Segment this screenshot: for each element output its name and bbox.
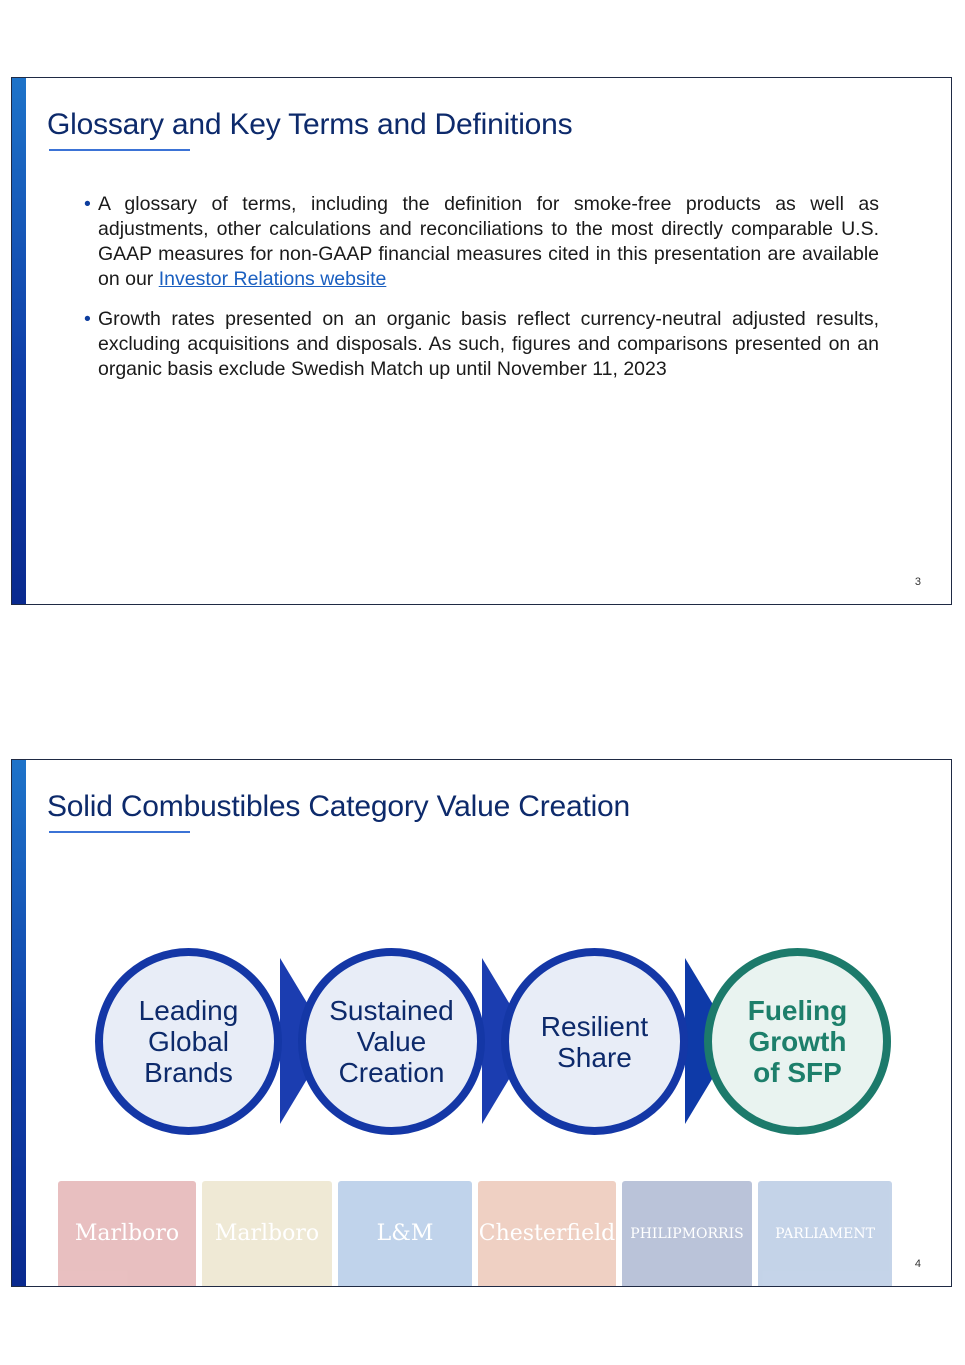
step-line: Fueling bbox=[747, 995, 848, 1026]
slide-accent-bar bbox=[12, 78, 26, 604]
step-line: Sustained bbox=[329, 995, 454, 1026]
brand-packs-image bbox=[26, 1176, 951, 1286]
brand-pack-chesterfield: Chesterfield bbox=[478, 1181, 616, 1286]
slide-title: Glossary and Key Terms and Definitions bbox=[47, 108, 573, 141]
step-line: Share bbox=[557, 1041, 632, 1073]
slide-combustibles bbox=[11, 759, 952, 1287]
flow-step-leading-global-brands bbox=[95, 948, 282, 1135]
step-line: Growth bbox=[748, 1026, 847, 1057]
brand-pack-lm: L&M bbox=[338, 1181, 472, 1286]
step-line: Value bbox=[356, 1026, 427, 1057]
bullet-text: A glossary of terms, including the definition for smoke-free products as well as adjustments, other calculations and reconciliations to the most directly comparable U.S. GAAP measures for non-GAAP financial measures cited in this presentation are available on our bbox=[98, 193, 879, 290]
step-line: Resilient bbox=[540, 1010, 649, 1042]
bullet-text: Growth rates presented on an organic basis reflect currency-neutral adjusted results, excluding acquisitions and disposals. As such, figures and comparisons presented on an organic basis exclude Swedish Match up until November 11, 2023 bbox=[98, 308, 879, 380]
brand-pack-parliament: PARLIAMENT bbox=[758, 1181, 892, 1286]
flow-step-sustained-value-creation bbox=[298, 948, 485, 1135]
bullet-icon: • bbox=[84, 308, 91, 330]
slide-title: Solid Combustibles Category Value Creation bbox=[47, 790, 631, 823]
bullet-item bbox=[84, 307, 879, 382]
brand-pack-marlboro-red: Marlboro bbox=[58, 1181, 196, 1286]
page-number: 4 bbox=[914, 1258, 921, 1270]
flow-step-fueling-growth-of-sfp bbox=[704, 948, 891, 1135]
title-underline bbox=[49, 149, 190, 151]
brand-pack-marlboro-gold: Marlboro bbox=[202, 1181, 332, 1286]
investor-relations-link[interactable]: Investor Relations website bbox=[158, 268, 387, 290]
slide-glossary bbox=[11, 77, 952, 605]
bullet-list bbox=[84, 192, 879, 397]
bullet-icon: • bbox=[84, 193, 91, 215]
step-line: Creation bbox=[338, 1057, 445, 1088]
step-line: Brands bbox=[144, 1057, 233, 1088]
step-line: Leading bbox=[138, 995, 239, 1026]
brand-pack-philip-morris: PHILIPMORRIS bbox=[622, 1181, 752, 1286]
step-line: of SFP bbox=[753, 1057, 842, 1088]
bullet-item bbox=[84, 192, 879, 292]
step-line: Global bbox=[148, 1026, 229, 1057]
page-number: 3 bbox=[914, 576, 921, 588]
flow-step-resilient-share bbox=[501, 948, 688, 1135]
